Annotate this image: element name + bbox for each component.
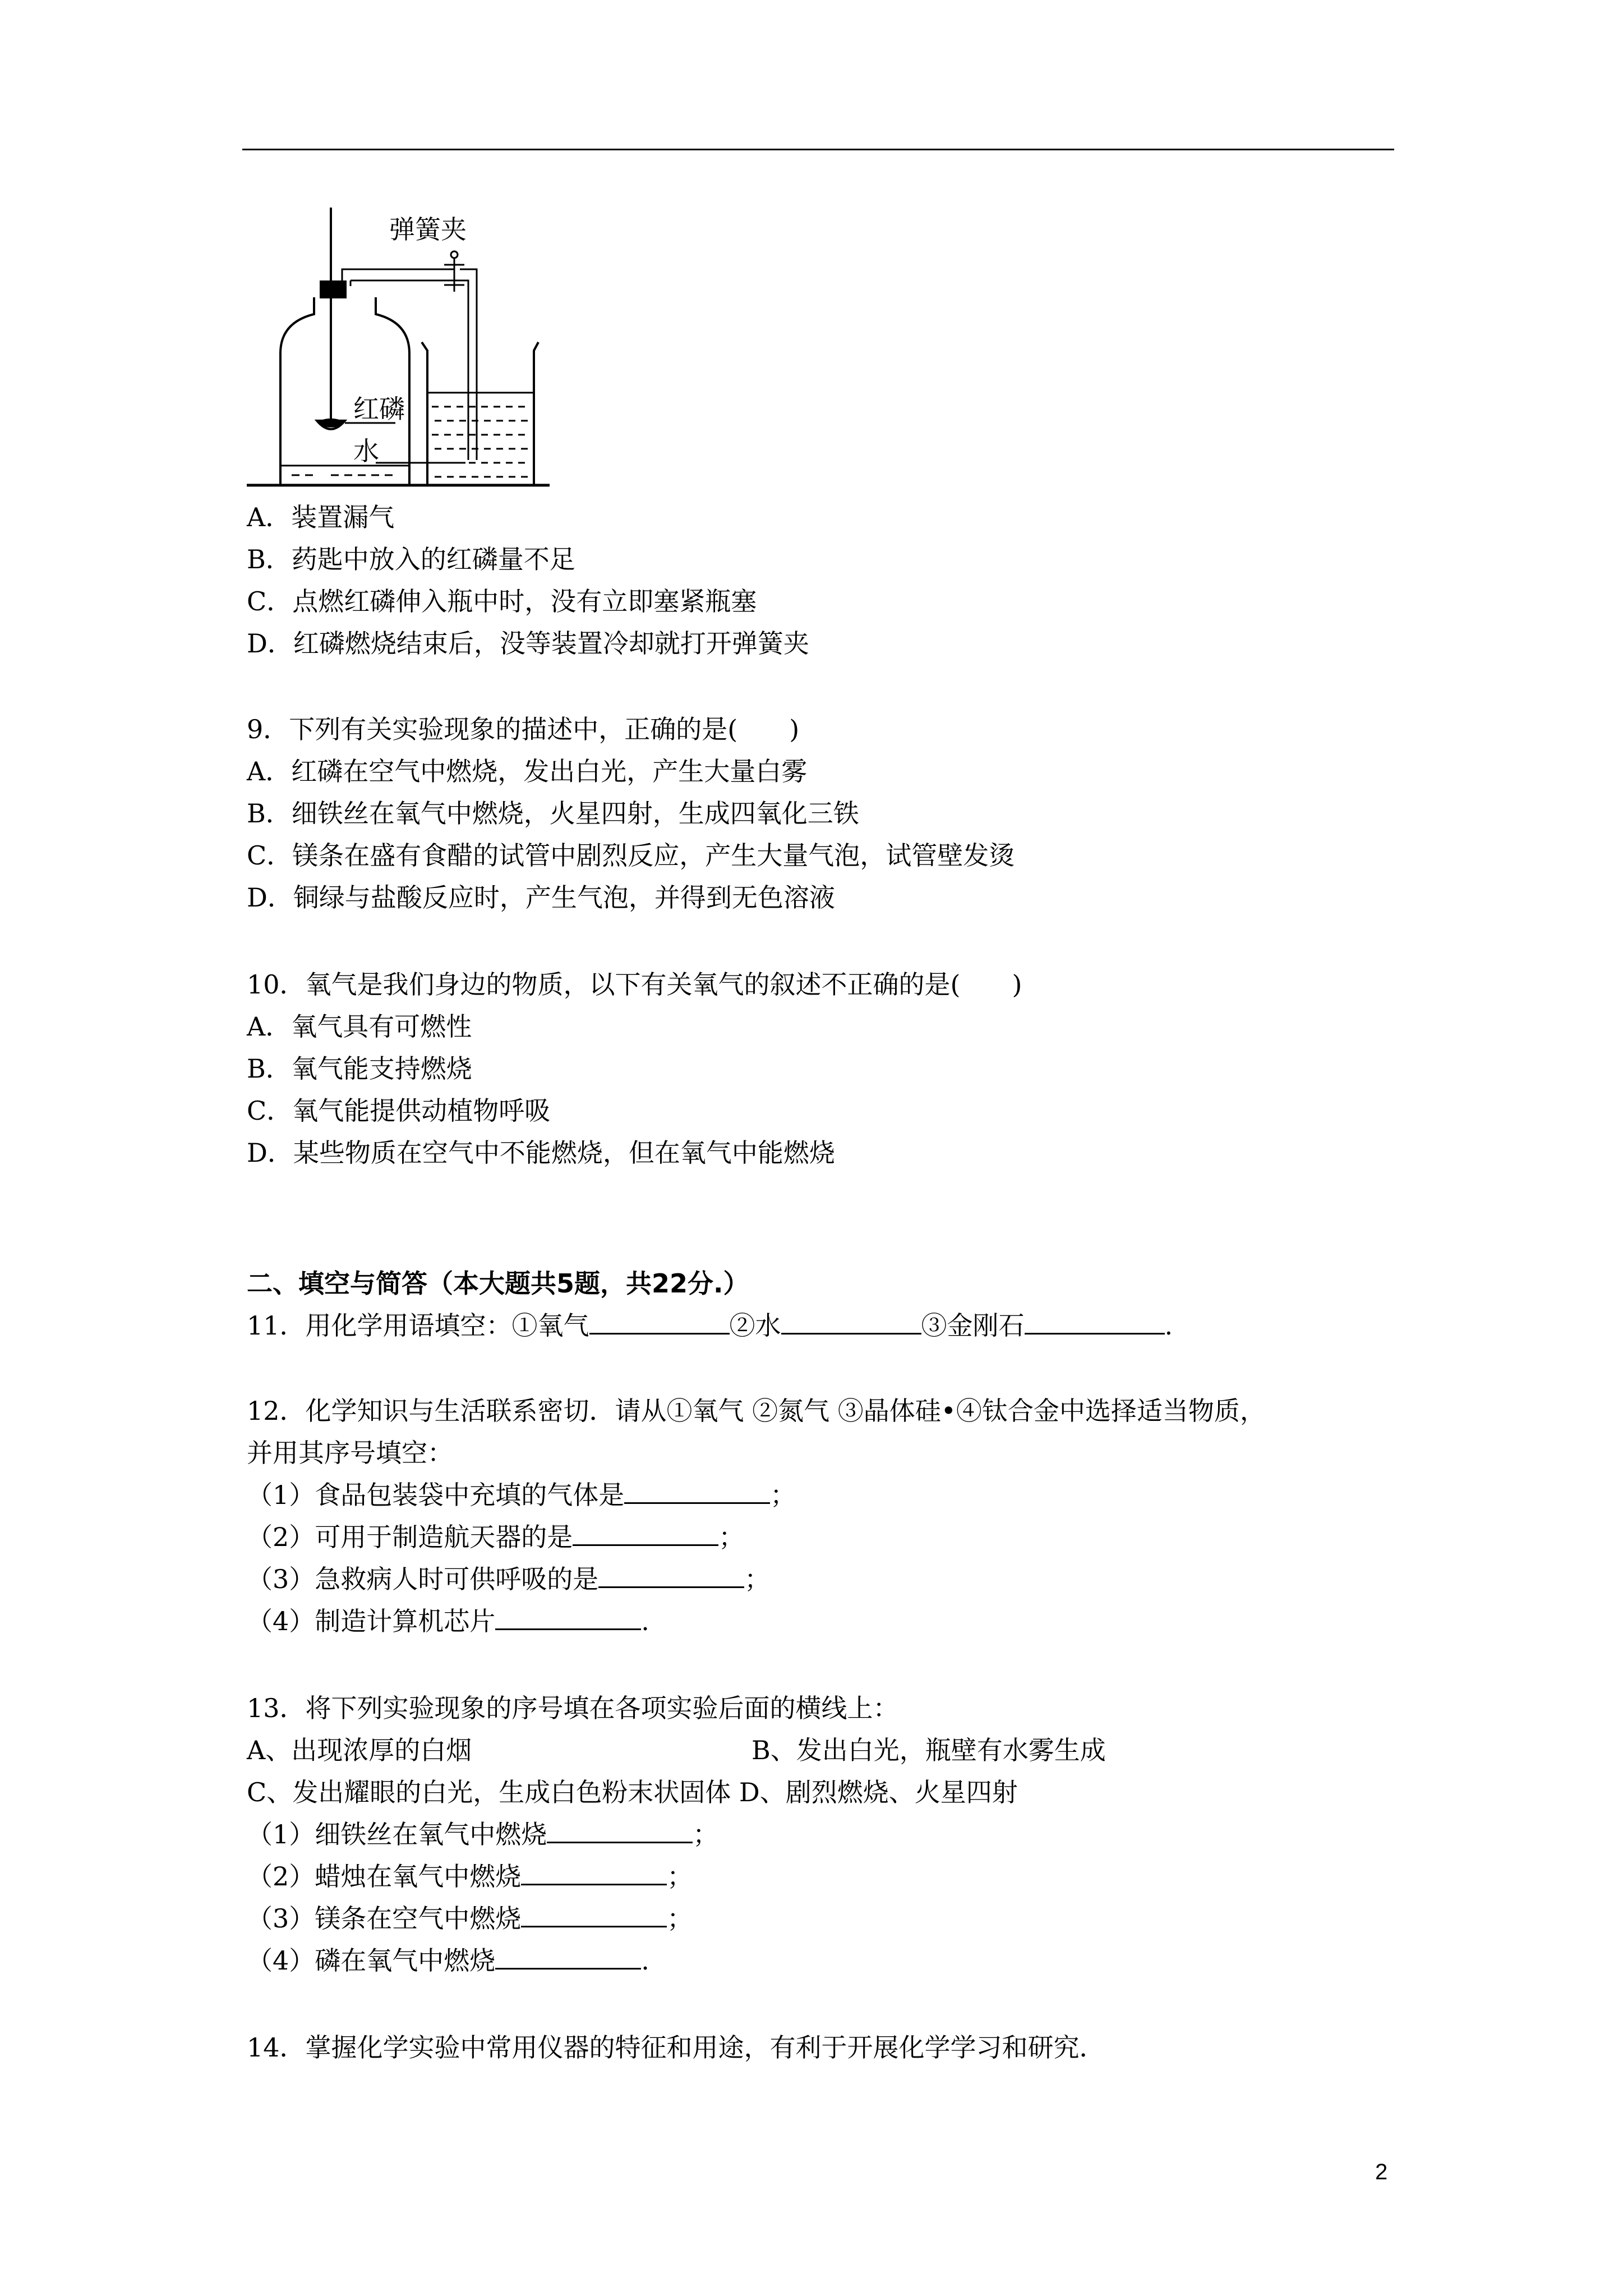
q11-blank-3[interactable] (1025, 1310, 1165, 1335)
q13-blank-1[interactable] (547, 1819, 693, 1843)
q13-option-cd: C、发出耀眼的白光，生成白色粉末状固体 D、剧烈燃烧、火星四射 (247, 1777, 1018, 1807)
q12-item-3-end: ； (744, 1564, 771, 1594)
q9-option-b: B．细铁丝在氧气中燃烧，火星四射，生成四氧化三铁 (247, 798, 859, 829)
q11-line (247, 1309, 1173, 1342)
q9-option-c: C．镁条在盛有食醋的试管中剧烈反应，产生大量气泡，试管壁发烫 (247, 840, 1015, 871)
q12-stem-2: 并用其序号填空： (247, 1438, 453, 1468)
q12-item-2-end: ； (718, 1522, 745, 1552)
q12-item-3-text: （3）急救病人时可供呼吸的是 (247, 1564, 599, 1594)
q13-item-3-end: ； (667, 1903, 693, 1934)
q14-stem: 14．掌握化学实验中常用仪器的特征和用途，有利于开展化学学习和研究． (247, 2032, 1105, 2063)
q13-item-2-text: （2）蜡烛在氧气中燃烧 (247, 1861, 522, 1892)
q13-item-1-text: （1）细铁丝在氧气中燃烧 (247, 1819, 547, 1849)
q11-blank-2[interactable] (781, 1310, 921, 1335)
q12-item-2-text: （2）可用于制造航天器的是 (247, 1522, 573, 1552)
q12-item-4-end: . (641, 1606, 649, 1636)
q9-option-a: A．红磷在空气中燃烧，发出白光，产生大量白雾 (247, 756, 808, 786)
header-rule (242, 149, 1394, 150)
q13-option-a: A、出现浓厚的白烟 (247, 1735, 472, 1765)
q12-item-1-end: ； (770, 1480, 796, 1510)
page-number: 2 (1375, 2160, 1388, 2184)
q13-blank-2[interactable] (521, 1861, 667, 1885)
q13-item-4 (247, 1944, 649, 1977)
q13-blank-4[interactable] (495, 1945, 641, 1970)
q13-blank-3[interactable] (521, 1903, 667, 1927)
q12-blank-4[interactable] (495, 1606, 641, 1630)
q11-lead: 11．用化学用语填空：①氧气 (247, 1310, 589, 1341)
q12-item-3 (247, 1562, 770, 1596)
q12-item-2 (247, 1520, 744, 1554)
q13-item-4-text: （4）磷在氧气中燃烧 (247, 1945, 496, 1976)
q11-part-2: ②水 (729, 1310, 781, 1341)
q10-option-a: A．氧气具有可燃性 (247, 1011, 472, 1042)
q10-option-d: D．某些物质在空气中不能燃烧，但在氧气中能燃烧 (247, 1138, 835, 1168)
q11-end: . (1164, 1310, 1173, 1341)
q12-item-4 (247, 1604, 649, 1638)
q13-item-4-end: . (641, 1945, 649, 1976)
q13-item-3-text: （3）镁条在空气中燃烧 (247, 1903, 522, 1934)
q13-item-1 (247, 1818, 718, 1851)
q13-option-b: B、发出白光，瓶壁有水雾生成 (751, 1735, 1106, 1765)
q10-option-b: B．氧气能支持燃烧 (247, 1053, 472, 1084)
q11-blank-1[interactable] (589, 1310, 730, 1335)
q11-part-3: ③金刚石 (921, 1310, 1025, 1341)
q10-option-c: C．氧气能提供动植物呼吸 (247, 1096, 551, 1126)
q12-item-1 (247, 1478, 796, 1512)
apparatus-figure (247, 202, 561, 494)
q13-stem: 13．将下列实验现象的序号填在各项实验后面的横线上： (247, 1693, 899, 1723)
q8-option-c: C．点燃红磷伸入瓶中时，没有立即塞紧瓶塞 (247, 586, 757, 616)
q12-blank-2[interactable] (573, 1522, 718, 1546)
q13-item-3 (247, 1902, 693, 1935)
q9-stem: 9．下列有关实验现象的描述中，正确的是( ) (247, 714, 800, 744)
figure-label-clip: 弹簧夹 (389, 214, 467, 245)
q12-item-1-text: （1）食品包装袋中充填的气体是 (247, 1480, 625, 1510)
q13-item-2-end: ； (667, 1861, 693, 1892)
section2-title: 二、填空与简答（本大题共5题，共22分.） (247, 1268, 749, 1299)
q8-option-b: B．药匙中放入的红磷量不足 (247, 544, 575, 574)
q12-blank-3[interactable] (598, 1564, 744, 1588)
q12-stem-1: 12．化学知识与生活联系密切．请从①氧气 ②氮气 ③晶体硅•④钛合金中选择适当物质， (247, 1396, 1266, 1426)
q13-item-1-end: ； (693, 1819, 719, 1849)
q8-option-d: D．红磷燃烧结束后，没等装置冷却就打开弹簧夹 (247, 628, 809, 659)
q12-item-4-text: （4）制造计算机芯片 (247, 1606, 496, 1636)
q10-stem: 10．氧气是我们身边的物质，以下有关氧气的叙述不正确的是( ) (247, 969, 1022, 1000)
q12-blank-1[interactable] (624, 1480, 770, 1504)
q13-item-2 (247, 1860, 693, 1893)
q9-option-d: D．铜绿与盐酸反应时，产生气泡，并得到无色溶液 (247, 882, 835, 913)
figure-label-phosphorus: 红磷 (353, 394, 405, 424)
figure-label-water: 水 (353, 436, 379, 466)
q8-option-a: A．装置漏气 (247, 502, 395, 532)
